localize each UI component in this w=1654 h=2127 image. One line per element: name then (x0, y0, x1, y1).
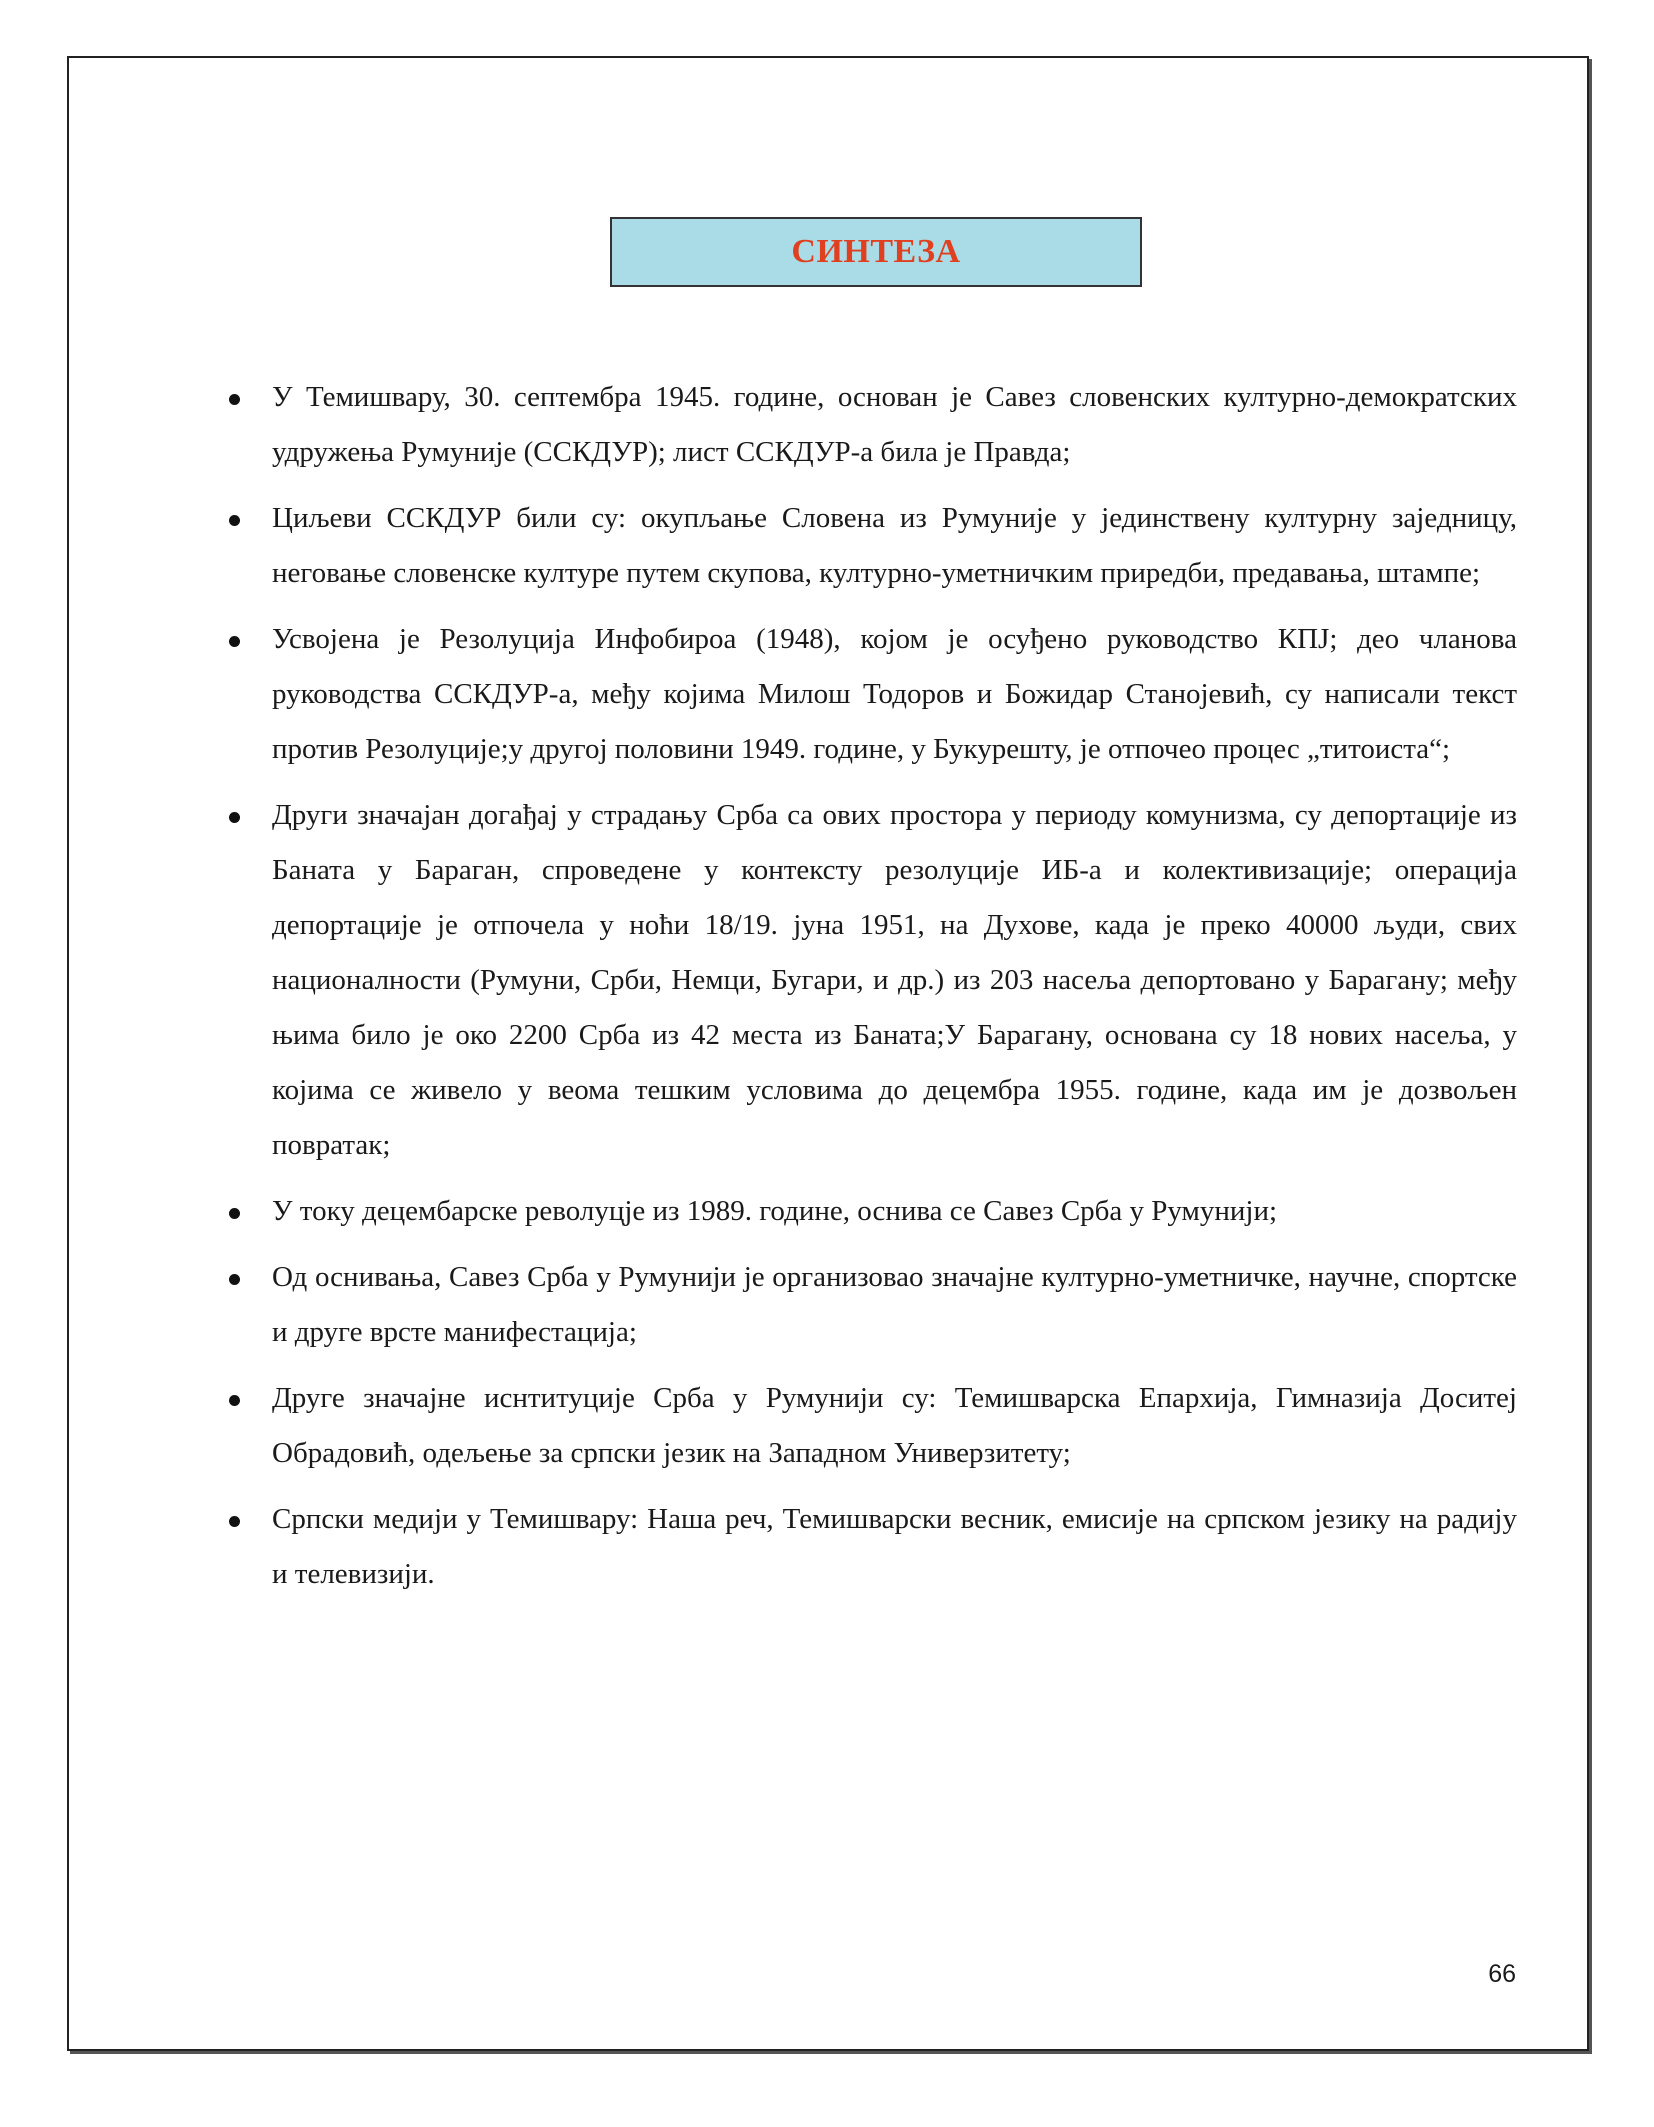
bullet-list (222, 370, 1517, 1613)
list-item-text: Други значајан догађај у страдању Срба са ових простора у периоду комунизма, су депортације из Баната у Бараган, спроведене у контексту резолуције ИБ-а и колективизације; операција депортације је отпочела у ноћи 18/19. јуна 1951, на Духове, када је преко 40000 људи, свих националности (Румуни, Срби, Немци, Бугари, и др.) из 203 насеља депортовано у Барагану; међу њима било је око 2200 Срба из 42 места из Баната;У Барагану, основана су 18 нових насеља, у којима се живело у веома тешким условима до децембра 1955. године, када им је дозвољен повратак; (272, 799, 1517, 1161)
bullet-icon (229, 394, 240, 405)
bullet-icon (229, 1208, 240, 1219)
bullet-icon (229, 1274, 240, 1285)
bullet-icon (229, 636, 240, 647)
list-item-text: Српски медији у Темишвару: Наша реч, Темишварски весник, емисије на српском језику на радију и телевизији. (272, 1503, 1517, 1590)
page-number: 66 (1488, 1960, 1516, 1988)
list-item (222, 1250, 1517, 1360)
list-item (222, 1492, 1517, 1602)
list-item-text: Усвојена је Резолуција Инфобироа (1948), којом је осуђено руководство КПЈ; део чланова руководства ССКДУР-а, међу којима Милош Тодоров и Божидар Станојевић, су написали текст против Резолуције;у другој половини 1949. године, у Букурешту, је отпочео процес „титоиста“; (272, 623, 1517, 765)
list-item-text: Од оснивања, Савез Срба у Румунији је организовао значајне културно-уметничке, научне, спортске и друге врсте манифестација; (272, 1261, 1517, 1348)
list-item (222, 1184, 1517, 1239)
bullet-icon (229, 812, 240, 823)
list-item (222, 788, 1517, 1173)
list-item (222, 612, 1517, 777)
list-item (222, 491, 1517, 601)
list-item-text: Друге значајне иснтитуције Срба у Румунији су: Темишварска Епархија, Гимназија Доситеј Обрадовић, одељење за српски језик на Западном Универзитету; (272, 1382, 1517, 1469)
bullet-icon (229, 1395, 240, 1406)
list-item-text: У Темишвару, 30. септембра 1945. године, основан је Савез словенских културно-демократских удружења Румуније (ССКДУР); лист ССКДУР-а била је Правда; (272, 381, 1517, 468)
bullet-icon (229, 1516, 240, 1527)
list-item-text: Циљеви ССКДУР били су: окупљање Словена из Румуније у јединствену културну заједницу, неговање словенске културе путем скупова, културно-уметничким приредби, предавања, штампе; (272, 502, 1517, 589)
bullet-icon (229, 515, 240, 526)
list-item-text: У току децембарске револуцје из 1989. године, оснива се Савез Срба у Румунији; (272, 1195, 1278, 1227)
list-item (222, 1371, 1517, 1481)
title-box (610, 217, 1142, 287)
list-item (222, 370, 1517, 480)
page-title: СИНТЕЗА (791, 233, 961, 270)
